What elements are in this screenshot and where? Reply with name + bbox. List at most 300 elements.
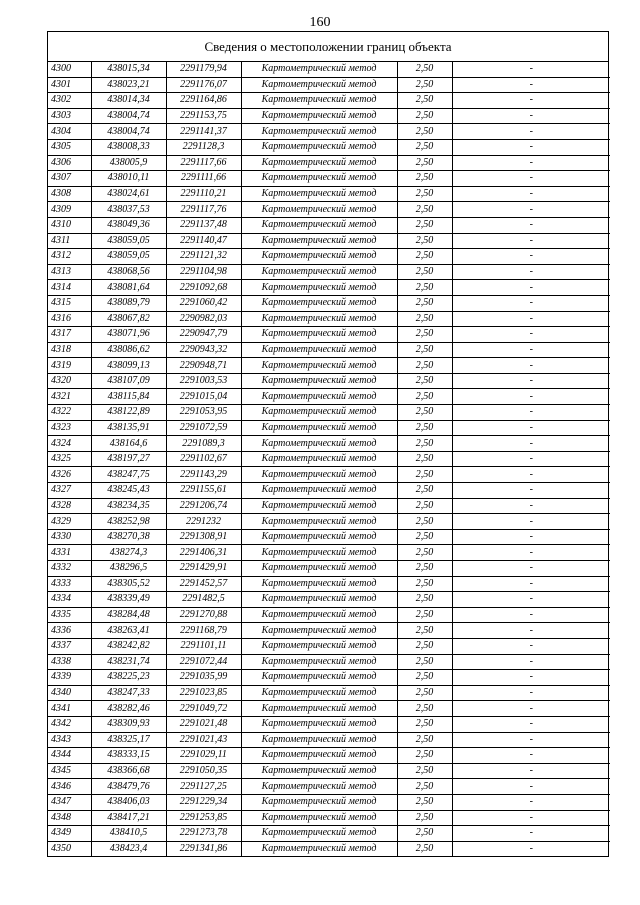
point-number-cell: 4339 — [48, 670, 91, 686]
method-cell: Картометрический метод — [241, 451, 397, 467]
method-cell: Картометрический метод — [241, 139, 397, 155]
x-coordinate-cell: 438081,64 — [91, 280, 166, 296]
description-cell: - — [452, 701, 610, 717]
x-coordinate-cell: 438242,82 — [91, 638, 166, 654]
y-coordinate-cell: 2291021,43 — [166, 732, 241, 748]
y-coordinate-cell: 2291141,37 — [166, 124, 241, 140]
method-cell: Картометрический метод — [241, 108, 397, 124]
table-row — [48, 405, 610, 421]
accuracy-cell: 2,50 — [397, 108, 452, 124]
accuracy-cell: 2,50 — [397, 186, 452, 202]
accuracy-cell: 2,50 — [397, 638, 452, 654]
section-title: Сведения о местоположении границ объекта — [48, 32, 608, 62]
x-coordinate-cell: 438410,5 — [91, 826, 166, 842]
table-row — [48, 327, 610, 343]
table-row — [48, 217, 610, 233]
accuracy-cell: 2,50 — [397, 451, 452, 467]
point-number-cell: 4305 — [48, 139, 91, 155]
description-cell: - — [452, 108, 610, 124]
y-coordinate-cell: 2291092,68 — [166, 280, 241, 296]
table-row — [48, 685, 610, 701]
method-cell: Картометрический метод — [241, 295, 397, 311]
y-coordinate-cell: 2291050,35 — [166, 763, 241, 779]
description-cell: - — [452, 483, 610, 499]
y-coordinate-cell: 2291253,85 — [166, 810, 241, 826]
accuracy-cell: 2,50 — [397, 373, 452, 389]
x-coordinate-cell: 438423,4 — [91, 841, 166, 856]
description-cell: - — [452, 638, 610, 654]
table-row — [48, 358, 610, 374]
x-coordinate-cell: 438005,9 — [91, 155, 166, 171]
y-coordinate-cell: 2291101,11 — [166, 638, 241, 654]
description-cell: - — [452, 202, 610, 218]
x-coordinate-cell: 438015,34 — [91, 62, 166, 77]
accuracy-cell: 2,50 — [397, 342, 452, 358]
method-cell: Картометрический метод — [241, 342, 397, 358]
point-number-cell: 4317 — [48, 327, 91, 343]
x-coordinate-cell: 438309,93 — [91, 716, 166, 732]
description-cell: - — [452, 451, 610, 467]
y-coordinate-cell: 2291168,79 — [166, 623, 241, 639]
description-cell: - — [452, 264, 610, 280]
accuracy-cell: 2,50 — [397, 436, 452, 452]
table-row — [48, 623, 610, 639]
x-coordinate-cell: 438071,96 — [91, 327, 166, 343]
description-cell: - — [452, 373, 610, 389]
point-number-cell: 4306 — [48, 155, 91, 171]
point-number-cell: 4341 — [48, 701, 91, 717]
accuracy-cell: 2,50 — [397, 779, 452, 795]
y-coordinate-cell: 2291308,91 — [166, 529, 241, 545]
x-coordinate-cell: 438086,62 — [91, 342, 166, 358]
description-cell: - — [452, 623, 610, 639]
description-cell: - — [452, 217, 610, 233]
y-coordinate-cell: 2291053,95 — [166, 405, 241, 421]
point-number-cell: 4312 — [48, 249, 91, 265]
description-cell: - — [452, 77, 610, 93]
accuracy-cell: 2,50 — [397, 389, 452, 405]
y-coordinate-cell: 2291049,72 — [166, 701, 241, 717]
method-cell: Картометрический метод — [241, 389, 397, 405]
method-cell: Картометрический метод — [241, 217, 397, 233]
point-number-cell: 4303 — [48, 108, 91, 124]
table-row — [48, 483, 610, 499]
x-coordinate-cell: 438247,33 — [91, 685, 166, 701]
accuracy-cell: 2,50 — [397, 561, 452, 577]
description-cell: - — [452, 62, 610, 77]
method-cell: Картометрический метод — [241, 607, 397, 623]
accuracy-cell: 2,50 — [397, 732, 452, 748]
accuracy-cell: 2,50 — [397, 685, 452, 701]
description-cell: - — [452, 498, 610, 514]
accuracy-cell: 2,50 — [397, 607, 452, 623]
table-row — [48, 108, 610, 124]
method-cell: Картометрический метод — [241, 124, 397, 140]
y-coordinate-cell: 2291072,44 — [166, 654, 241, 670]
method-cell: Картометрический метод — [241, 171, 397, 187]
table-row — [48, 826, 610, 842]
point-number-cell: 4308 — [48, 186, 91, 202]
accuracy-cell: 2,50 — [397, 810, 452, 826]
method-cell: Картометрический метод — [241, 638, 397, 654]
description-cell: - — [452, 794, 610, 810]
table-row — [48, 763, 610, 779]
y-coordinate-cell: 2291003,53 — [166, 373, 241, 389]
x-coordinate-cell: 438270,38 — [91, 529, 166, 545]
y-coordinate-cell: 2291072,59 — [166, 420, 241, 436]
x-coordinate-cell: 438099,13 — [91, 358, 166, 374]
y-coordinate-cell: 2291111,66 — [166, 171, 241, 187]
point-number-cell: 4349 — [48, 826, 91, 842]
point-number-cell: 4350 — [48, 841, 91, 856]
description-cell: - — [452, 841, 610, 856]
description-cell: - — [452, 311, 610, 327]
table-row — [48, 233, 610, 249]
y-coordinate-cell: 2291035,99 — [166, 670, 241, 686]
table-row — [48, 810, 610, 826]
point-number-cell: 4328 — [48, 498, 91, 514]
y-coordinate-cell: 2290943,32 — [166, 342, 241, 358]
description-cell: - — [452, 654, 610, 670]
method-cell: Картометрический метод — [241, 311, 397, 327]
x-coordinate-cell: 438247,75 — [91, 467, 166, 483]
description-cell: - — [452, 529, 610, 545]
method-cell: Картометрический метод — [241, 186, 397, 202]
table-row — [48, 701, 610, 717]
description-cell: - — [452, 124, 610, 140]
table-row — [48, 373, 610, 389]
x-coordinate-cell: 438417,21 — [91, 810, 166, 826]
x-coordinate-cell: 438245,43 — [91, 483, 166, 499]
method-cell: Картометрический метод — [241, 545, 397, 561]
x-coordinate-cell: 438107,09 — [91, 373, 166, 389]
y-coordinate-cell: 2291021,48 — [166, 716, 241, 732]
table-row — [48, 498, 610, 514]
accuracy-cell: 2,50 — [397, 748, 452, 764]
point-number-cell: 4348 — [48, 810, 91, 826]
point-number-cell: 4315 — [48, 295, 91, 311]
description-cell: - — [452, 295, 610, 311]
x-coordinate-cell: 438296,5 — [91, 561, 166, 577]
x-coordinate-cell: 438135,91 — [91, 420, 166, 436]
x-coordinate-cell: 438068,56 — [91, 264, 166, 280]
coordinates-table-body — [48, 62, 610, 856]
x-coordinate-cell: 438366,68 — [91, 763, 166, 779]
description-cell: - — [452, 139, 610, 155]
description-cell: - — [452, 436, 610, 452]
x-coordinate-cell: 438010,11 — [91, 171, 166, 187]
x-coordinate-cell: 438274,3 — [91, 545, 166, 561]
x-coordinate-cell: 438004,74 — [91, 108, 166, 124]
y-coordinate-cell: 2291482,5 — [166, 592, 241, 608]
description-cell: - — [452, 763, 610, 779]
table-row — [48, 561, 610, 577]
y-coordinate-cell: 2291015,04 — [166, 389, 241, 405]
table-row — [48, 638, 610, 654]
description-cell: - — [452, 171, 610, 187]
point-number-cell: 4332 — [48, 561, 91, 577]
x-coordinate-cell: 438024,61 — [91, 186, 166, 202]
point-number-cell: 4307 — [48, 171, 91, 187]
point-number-cell: 4336 — [48, 623, 91, 639]
method-cell: Картометрический метод — [241, 77, 397, 93]
description-cell: - — [452, 389, 610, 405]
point-number-cell: 4324 — [48, 436, 91, 452]
method-cell: Картометрический метод — [241, 467, 397, 483]
x-coordinate-cell: 438008,33 — [91, 139, 166, 155]
accuracy-cell: 2,50 — [397, 483, 452, 499]
method-cell: Картометрический метод — [241, 155, 397, 171]
x-coordinate-cell: 438037,53 — [91, 202, 166, 218]
x-coordinate-cell: 438014,34 — [91, 93, 166, 109]
point-number-cell: 4347 — [48, 794, 91, 810]
accuracy-cell: 2,50 — [397, 295, 452, 311]
point-number-cell: 4314 — [48, 280, 91, 296]
y-coordinate-cell: 2291102,67 — [166, 451, 241, 467]
x-coordinate-cell: 438406,03 — [91, 794, 166, 810]
accuracy-cell: 2,50 — [397, 311, 452, 327]
point-number-cell: 4344 — [48, 748, 91, 764]
y-coordinate-cell: 2291128,3 — [166, 139, 241, 155]
accuracy-cell: 2,50 — [397, 545, 452, 561]
point-number-cell: 4302 — [48, 93, 91, 109]
description-cell: - — [452, 327, 610, 343]
point-number-cell: 4322 — [48, 405, 91, 421]
method-cell: Картометрический метод — [241, 514, 397, 530]
y-coordinate-cell: 2291406,31 — [166, 545, 241, 561]
y-coordinate-cell: 2291137,48 — [166, 217, 241, 233]
y-coordinate-cell: 2291206,74 — [166, 498, 241, 514]
point-number-cell: 4325 — [48, 451, 91, 467]
point-number-cell: 4337 — [48, 638, 91, 654]
description-cell: - — [452, 358, 610, 374]
y-coordinate-cell: 2291341,86 — [166, 841, 241, 856]
accuracy-cell: 2,50 — [397, 826, 452, 842]
accuracy-cell: 2,50 — [397, 202, 452, 218]
y-coordinate-cell: 2291429,91 — [166, 561, 241, 577]
point-number-cell: 4342 — [48, 716, 91, 732]
point-number-cell: 4327 — [48, 483, 91, 499]
y-coordinate-cell: 2291176,07 — [166, 77, 241, 93]
y-coordinate-cell: 2291232 — [166, 514, 241, 530]
method-cell: Картометрический метод — [241, 623, 397, 639]
y-coordinate-cell: 2291127,25 — [166, 779, 241, 795]
x-coordinate-cell: 438023,21 — [91, 77, 166, 93]
accuracy-cell: 2,50 — [397, 498, 452, 514]
accuracy-cell: 2,50 — [397, 794, 452, 810]
description-cell: - — [452, 748, 610, 764]
table-row — [48, 77, 610, 93]
accuracy-cell: 2,50 — [397, 233, 452, 249]
point-number-cell: 4334 — [48, 592, 91, 608]
point-number-cell: 4338 — [48, 654, 91, 670]
x-coordinate-cell: 438004,74 — [91, 124, 166, 140]
method-cell: Картометрический метод — [241, 405, 397, 421]
method-cell: Картометрический метод — [241, 748, 397, 764]
point-number-cell: 4346 — [48, 779, 91, 795]
description-cell: - — [452, 514, 610, 530]
description-cell: - — [452, 592, 610, 608]
y-coordinate-cell: 2291229,34 — [166, 794, 241, 810]
point-number-cell: 4340 — [48, 685, 91, 701]
description-cell: - — [452, 685, 610, 701]
table-row — [48, 451, 610, 467]
x-coordinate-cell: 438059,05 — [91, 249, 166, 265]
table-row — [48, 545, 610, 561]
description-cell: - — [452, 249, 610, 265]
x-coordinate-cell: 438252,98 — [91, 514, 166, 530]
method-cell: Картометрический метод — [241, 763, 397, 779]
boundary-table-sheet — [47, 31, 609, 857]
table-row — [48, 716, 610, 732]
accuracy-cell: 2,50 — [397, 327, 452, 343]
method-cell: Картометрический метод — [241, 529, 397, 545]
table-row — [48, 342, 610, 358]
method-cell: Картометрический метод — [241, 654, 397, 670]
method-cell: Картометрический метод — [241, 732, 397, 748]
x-coordinate-cell: 438231,74 — [91, 654, 166, 670]
y-coordinate-cell: 2291060,42 — [166, 295, 241, 311]
y-coordinate-cell: 2291273,78 — [166, 826, 241, 842]
point-number-cell: 4329 — [48, 514, 91, 530]
method-cell: Картометрический метод — [241, 685, 397, 701]
table-row — [48, 249, 610, 265]
x-coordinate-cell: 438122,89 — [91, 405, 166, 421]
method-cell: Картометрический метод — [241, 592, 397, 608]
accuracy-cell: 2,50 — [397, 529, 452, 545]
accuracy-cell: 2,50 — [397, 155, 452, 171]
method-cell: Картометрический метод — [241, 327, 397, 343]
method-cell: Картометрический метод — [241, 358, 397, 374]
y-coordinate-cell: 2291104,98 — [166, 264, 241, 280]
description-cell: - — [452, 810, 610, 826]
table-row — [48, 124, 610, 140]
accuracy-cell: 2,50 — [397, 841, 452, 856]
table-row — [48, 280, 610, 296]
table-row — [48, 186, 610, 202]
y-coordinate-cell: 2291164,86 — [166, 93, 241, 109]
x-coordinate-cell: 438089,79 — [91, 295, 166, 311]
method-cell: Картометрический метод — [241, 841, 397, 856]
x-coordinate-cell: 438067,82 — [91, 311, 166, 327]
method-cell: Картометрический метод — [241, 483, 397, 499]
x-coordinate-cell: 438263,41 — [91, 623, 166, 639]
point-number-cell: 4321 — [48, 389, 91, 405]
table-row — [48, 514, 610, 530]
accuracy-cell: 2,50 — [397, 592, 452, 608]
table-row — [48, 607, 610, 623]
y-coordinate-cell: 2291140,47 — [166, 233, 241, 249]
x-coordinate-cell: 438164,6 — [91, 436, 166, 452]
description-cell: - — [452, 576, 610, 592]
x-coordinate-cell: 438333,15 — [91, 748, 166, 764]
y-coordinate-cell: 2291143,29 — [166, 467, 241, 483]
y-coordinate-cell: 2290948,71 — [166, 358, 241, 374]
accuracy-cell: 2,50 — [397, 763, 452, 779]
method-cell: Картометрический метод — [241, 810, 397, 826]
coordinates-table — [48, 62, 610, 856]
y-coordinate-cell: 2291117,76 — [166, 202, 241, 218]
x-coordinate-cell: 438282,46 — [91, 701, 166, 717]
x-coordinate-cell: 438284,48 — [91, 607, 166, 623]
point-number-cell: 4335 — [48, 607, 91, 623]
table-row — [48, 420, 610, 436]
x-coordinate-cell: 438059,05 — [91, 233, 166, 249]
accuracy-cell: 2,50 — [397, 467, 452, 483]
table-row — [48, 139, 610, 155]
y-coordinate-cell: 2291153,75 — [166, 108, 241, 124]
method-cell: Картометрический метод — [241, 794, 397, 810]
accuracy-cell: 2,50 — [397, 62, 452, 77]
y-coordinate-cell: 2291110,21 — [166, 186, 241, 202]
page-number: 160 — [309, 15, 331, 30]
description-cell: - — [452, 467, 610, 483]
description-cell: - — [452, 670, 610, 686]
accuracy-cell: 2,50 — [397, 171, 452, 187]
y-coordinate-cell: 2291155,61 — [166, 483, 241, 499]
y-coordinate-cell: 2290947,79 — [166, 327, 241, 343]
accuracy-cell: 2,50 — [397, 93, 452, 109]
x-coordinate-cell: 438339,49 — [91, 592, 166, 608]
description-cell: - — [452, 186, 610, 202]
point-number-cell: 4326 — [48, 467, 91, 483]
y-coordinate-cell: 2291179,94 — [166, 62, 241, 77]
point-number-cell: 4310 — [48, 217, 91, 233]
accuracy-cell: 2,50 — [397, 264, 452, 280]
point-number-cell: 4333 — [48, 576, 91, 592]
accuracy-cell: 2,50 — [397, 716, 452, 732]
description-cell: - — [452, 779, 610, 795]
table-row — [48, 529, 610, 545]
accuracy-cell: 2,50 — [397, 701, 452, 717]
table-row — [48, 670, 610, 686]
y-coordinate-cell: 2290982,03 — [166, 311, 241, 327]
accuracy-cell: 2,50 — [397, 217, 452, 233]
table-row — [48, 155, 610, 171]
table-row — [48, 202, 610, 218]
method-cell: Картометрический метод — [241, 420, 397, 436]
y-coordinate-cell: 2291089,3 — [166, 436, 241, 452]
table-row — [48, 576, 610, 592]
method-cell: Картометрический метод — [241, 62, 397, 77]
x-coordinate-cell: 438225,23 — [91, 670, 166, 686]
point-number-cell: 4330 — [48, 529, 91, 545]
x-coordinate-cell: 438197,27 — [91, 451, 166, 467]
point-number-cell: 4345 — [48, 763, 91, 779]
description-cell: - — [452, 342, 610, 358]
accuracy-cell: 2,50 — [397, 280, 452, 296]
accuracy-cell: 2,50 — [397, 139, 452, 155]
y-coordinate-cell: 2291270,88 — [166, 607, 241, 623]
point-number-cell: 4319 — [48, 358, 91, 374]
table-row — [48, 779, 610, 795]
point-number-cell: 4320 — [48, 373, 91, 389]
x-coordinate-cell: 438305,52 — [91, 576, 166, 592]
description-cell: - — [452, 545, 610, 561]
method-cell: Картометрический метод — [241, 826, 397, 842]
table-row — [48, 295, 610, 311]
method-cell: Картометрический метод — [241, 561, 397, 577]
point-number-cell: 4311 — [48, 233, 91, 249]
table-row — [48, 93, 610, 109]
description-cell: - — [452, 93, 610, 109]
method-cell: Картометрический метод — [241, 716, 397, 732]
table-row — [48, 732, 610, 748]
accuracy-cell: 2,50 — [397, 420, 452, 436]
table-row — [48, 311, 610, 327]
table-row — [48, 794, 610, 810]
table-row — [48, 467, 610, 483]
